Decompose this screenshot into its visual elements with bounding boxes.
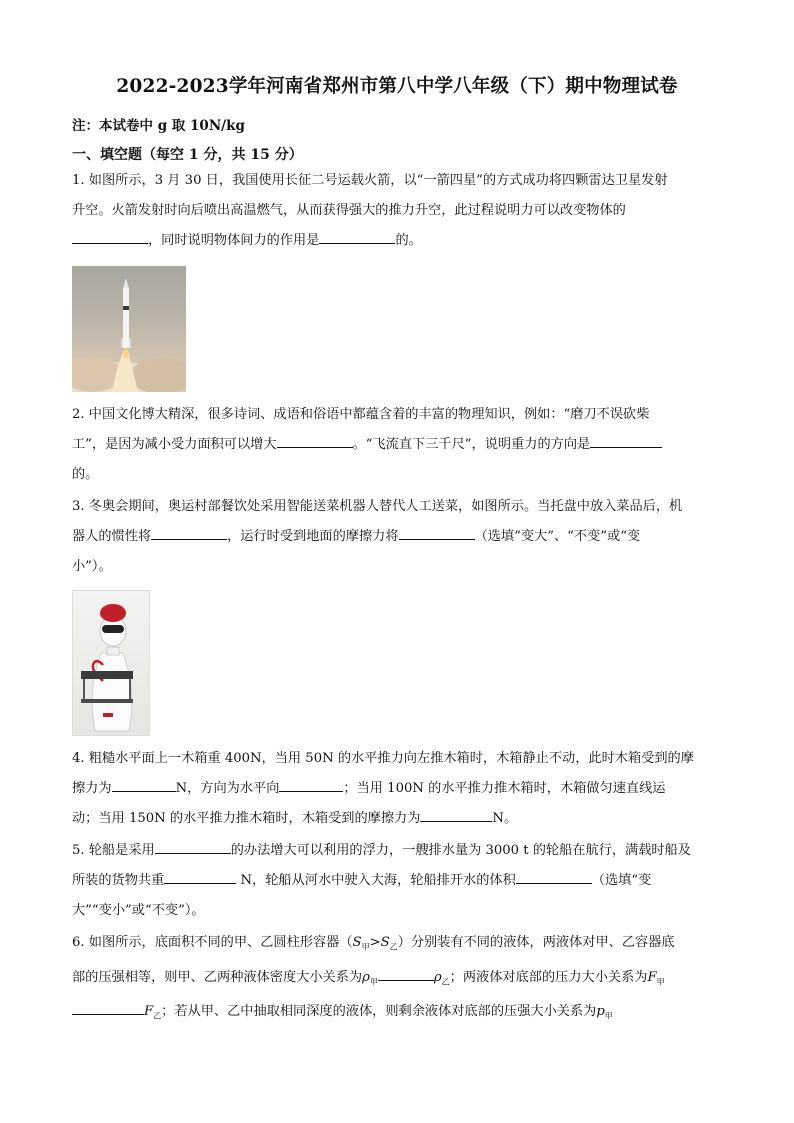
answer-blank[interactable] xyxy=(72,1000,144,1015)
answer-blank[interactable] xyxy=(590,433,662,448)
rocket-illustration xyxy=(72,266,186,392)
symbol-f: F xyxy=(647,969,657,985)
q4-line2c: ；当用 100N 的水平推力推木箱时，木箱做匀速直线运 xyxy=(343,781,666,796)
q6-line1b: ）分别装有不同的液体，两液体对甲、乙容器底 xyxy=(397,935,675,950)
q5-line2b: N，轮船从河水中驶入大海，轮船排开水的体积 xyxy=(236,873,516,888)
robot-illustration xyxy=(73,591,149,735)
exam-note: 注：本试卷中 g 取 10N/kg xyxy=(72,118,245,134)
answer-blank[interactable] xyxy=(399,525,475,540)
question-2 xyxy=(72,400,722,490)
q2-line1: 2. 中国文化博大精深，很多诗词、成语和俗语中都蕴含着的丰富的物理知识，例如：“磨刀不误砍柴 xyxy=(72,407,650,422)
gt-sign: > xyxy=(369,935,381,950)
symbol-rho: ρ xyxy=(362,969,370,985)
q1-line1: 1. 如图所示，3 月 30 日，我国使用长征二号运载火箭，以“一箭四星”的方式成功将四颗雷达卫星发射 xyxy=(72,173,668,188)
q5-line2a: 所装的货物共重 xyxy=(72,873,165,888)
q1-line3a: ，同时说明物体间力的作用是 xyxy=(148,233,320,248)
symbol-s: S xyxy=(352,935,362,950)
answer-blank[interactable] xyxy=(516,869,592,884)
answer-blank[interactable] xyxy=(277,433,353,448)
q1-line3b: 的。 xyxy=(395,233,422,248)
q3-line2a: 器人的惯性将 xyxy=(72,529,152,544)
q6-line1a: 6. 如图所示，底面积不同的甲、乙圆柱形容器（ xyxy=(72,935,353,950)
page-title: 2022-2023学年河南省郑州市第八中学八年级（下）期中物理试卷 xyxy=(116,76,678,97)
question-6 xyxy=(72,928,722,1032)
q4-line3b: N。 xyxy=(492,811,518,826)
question-4 xyxy=(72,744,722,834)
q4-line2b: N，方向为水平向 xyxy=(175,781,280,796)
answer-blank[interactable] xyxy=(164,869,236,884)
subscript: 甲 xyxy=(604,1011,613,1021)
q3-line2b: ，运行时受到地面的摩擦力将 xyxy=(227,529,399,544)
answer-blank[interactable] xyxy=(155,839,231,854)
q5-line2c: （选填“变 xyxy=(591,873,652,888)
question-3 xyxy=(72,492,722,582)
subscript: 乙 xyxy=(389,942,398,952)
answer-blank[interactable] xyxy=(378,966,434,981)
q4-line2a: 擦力为 xyxy=(72,781,112,796)
q3-line3: 小”）。 xyxy=(72,559,112,574)
question-5 xyxy=(72,836,722,926)
exam-page xyxy=(72,0,722,1032)
subscript: 甲 xyxy=(656,977,665,987)
q5-line1a: 5. 轮船是采用 xyxy=(72,843,155,858)
subscript: 乙 xyxy=(153,1011,162,1021)
symbol-p: p xyxy=(596,1004,605,1020)
q4-line3a: 动；当用 150N 的水平推力推木箱时，木箱受到的摩擦力为 xyxy=(72,811,421,826)
subscript: 甲 xyxy=(369,977,378,987)
q6-line2b: ；两液体对底部的压力大小关系为 xyxy=(449,969,648,985)
answer-blank[interactable] xyxy=(319,229,395,244)
answer-blank[interactable] xyxy=(112,777,176,792)
robot-image xyxy=(72,590,150,736)
question-1 xyxy=(72,166,722,256)
symbol-s: S xyxy=(380,935,390,950)
q6-line2a: 部的压强相等，则甲、乙两种液体密度大小关系为 xyxy=(72,969,363,985)
section-heading-fill-blank: 一、填空题（每空 1 分，共 15 分） xyxy=(72,147,303,163)
answer-blank[interactable] xyxy=(72,229,148,244)
q2-line3: 的。 xyxy=(72,467,99,482)
q1-line2: 升空。火箭发射时向后喷出高温燃气，从而获得强大的推力升空，此过程说明力可以改变物体的 xyxy=(72,203,626,218)
subscript: 甲 xyxy=(361,942,370,952)
q5-line1b: 的办法增大可以利用的浮力，一艘排水量为 3000 t 的轮船在航行，满载时船及 xyxy=(230,843,691,858)
q2-line2a: 工”，是因为减小受力面积可以增大 xyxy=(72,437,277,452)
q2-line2b: 。“飞流直下三千尺”，说明重力的方向是 xyxy=(352,437,591,452)
q4-line1: 4. 粗糙水平面上一木箱重 400N，当用 50N 的水平推力向左推木箱时，木箱静止不动，此时木箱受到的摩 xyxy=(72,751,694,766)
q3-line2c: （选填“变大”、“不变”或“变 xyxy=(474,529,641,544)
symbol-rho: ρ xyxy=(433,969,442,985)
q5-line3: 大”“变小”或“不变”）。 xyxy=(72,903,205,918)
answer-blank[interactable] xyxy=(279,777,343,792)
answer-blank[interactable] xyxy=(420,807,492,822)
symbol-f: F xyxy=(144,1004,154,1020)
answer-blank[interactable] xyxy=(151,525,227,540)
q3-line1: 3. 冬奥会期间，奥运村部餐饮处采用智能送菜机器人替代人工送菜，如图所示。当托盘中放入菜品后，机 xyxy=(72,499,683,514)
q6-line3a: ；若从甲、乙中抽取相同深度的液体，则剩余液体对底部的压强大小关系为 xyxy=(161,1004,597,1020)
subscript: 乙 xyxy=(441,977,450,987)
rocket-launch-image xyxy=(72,266,186,392)
